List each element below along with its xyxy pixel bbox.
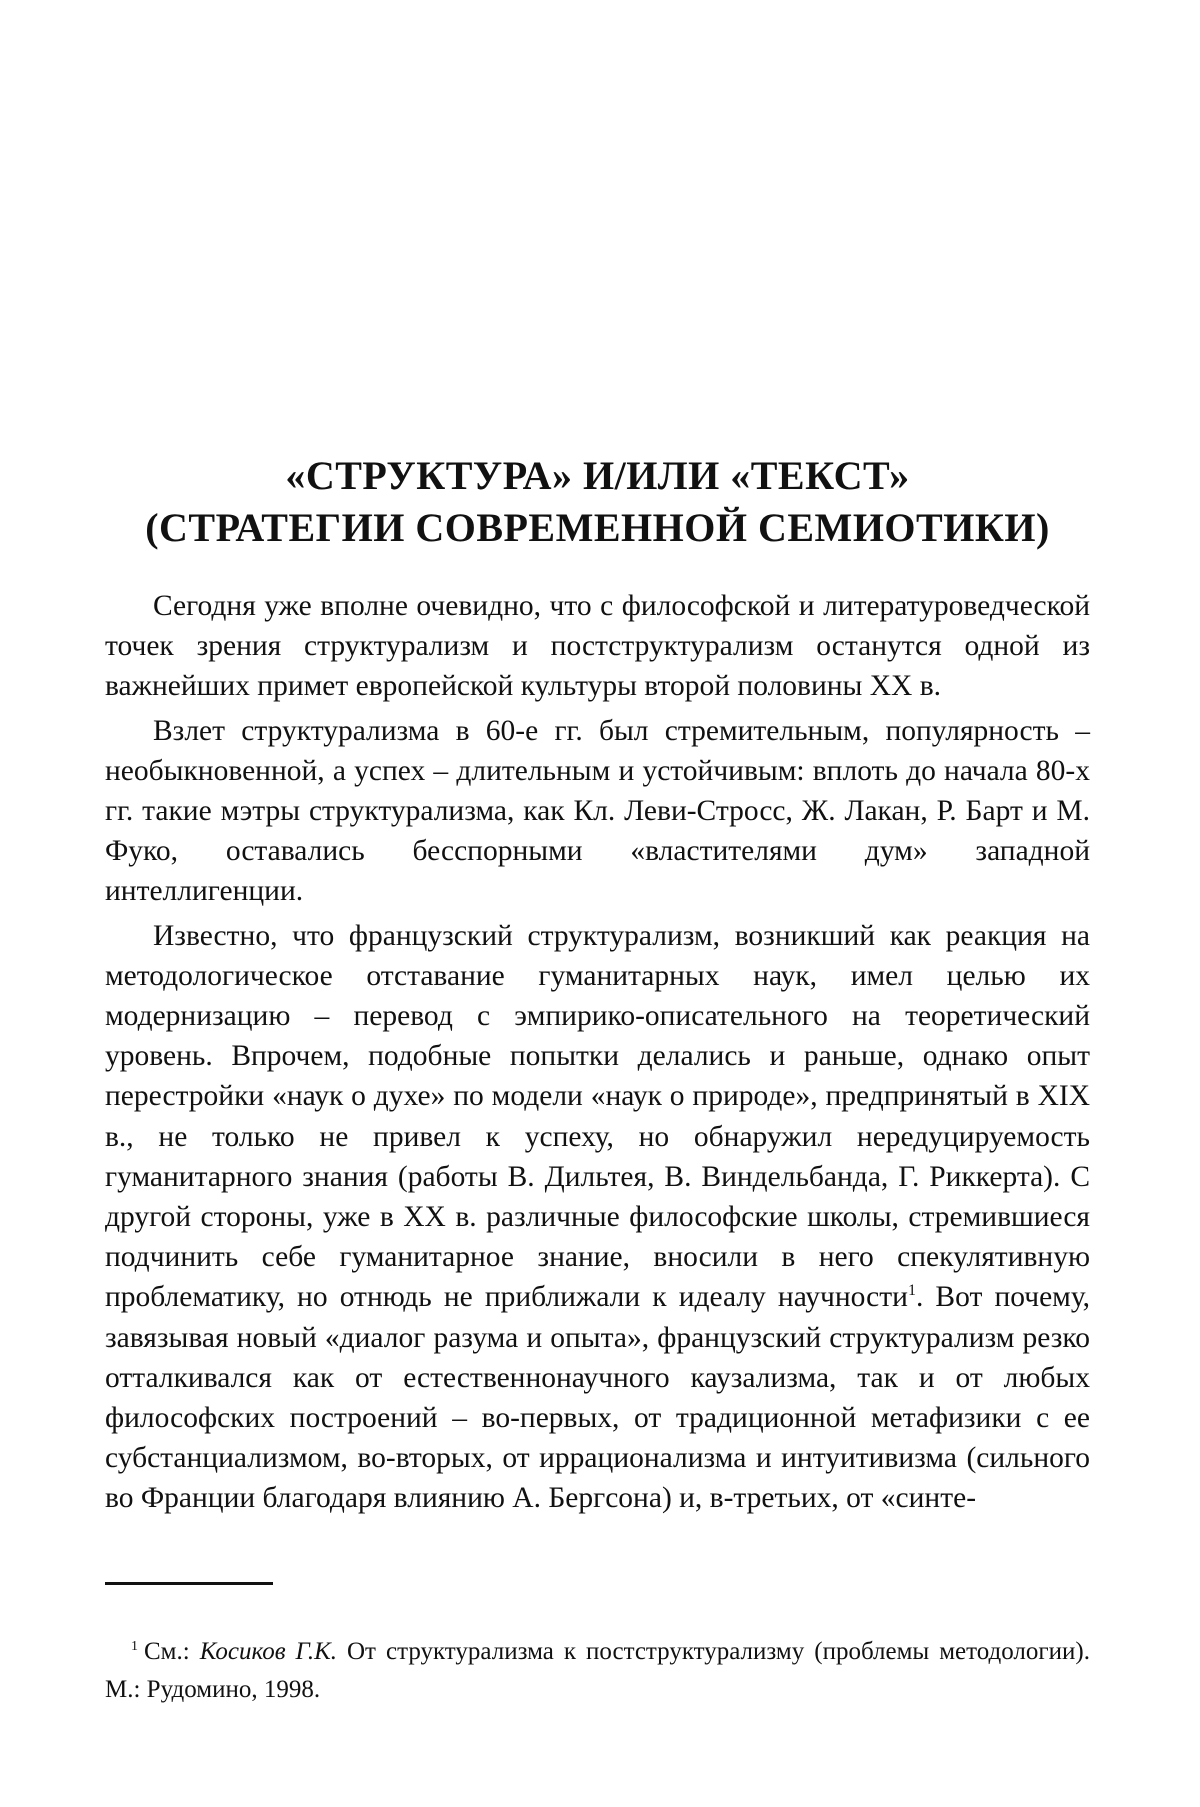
paragraph-2: Взлет структурализма в 60-е гг. был стремительным, популярность – необыкновенной, а успех – длительным и устойчивым: вплоть до начала 80-х гг. такие мэтры структурализма, как Кл. Леви-Стросс, Ж. Лакан, Р. Барт и М. Фуко, оставались бесспорными «властителями дум» западной интеллигенции. — [105, 714, 1090, 908]
footnote-divider — [105, 1582, 273, 1585]
footnote-reference: 1 — [907, 1282, 916, 1300]
footnote-text: От структурализма к постструктурализму (проблемы методологии). М.: Рудомино, 1998. — [105, 1638, 1090, 1703]
footnote — [105, 1633, 1090, 1709]
paragraph-3 — [105, 916, 1090, 1519]
paragraph-3-part-2: . Вот почему, завязывая новый «диалог разума и опыта», французский структурализм резко отталкивался как от естественнонаучного каузализма, так и от любых философских построений – во-первых, от традиционной метафизики с ее субстанциализмом, во-вторых, от иррационализма и интуитивизма (сильного во Франции благодаря влиянию А. Бергсона) и, в-третьих, от «синте- — [105, 1281, 1091, 1515]
footnote-mark: 1 — [131, 1638, 138, 1654]
chapter-title-line-1: «СТРУКТУРА» И/ИЛИ «ТЕКСТ» — [285, 453, 910, 498]
body-text — [105, 586, 1090, 1519]
chapter-title — [105, 450, 1090, 554]
paragraph-3-part-1: Известно, что французский структурализм, возникший как реакция на методологическое отставание гуманитарных наук, имел целью их модернизацию – перевод с эмпирико-описательного на теоретический уровень. Впрочем, подобные попытки делались и раньше, однако опыт перестройки «наук о духе» по модели «наук о природе», предпринятый в XIX в., не только не привел к успеху, но обнаружил нередуцируемость гуманитарного знания (работы В. Дильтея, В. Виндельбанда, Г. Риккерта). С другой стороны, уже в XX в. различные философские школы, стремившиеся подчинить себе гуманитарное знание, вносили в него спекулятивную проблематику, но отнюдь не приближали к идеалу научности — [105, 919, 1090, 1314]
footnote-prefix: См.: — [144, 1638, 200, 1665]
footnote-author: Косиков Г.К. — [199, 1638, 337, 1665]
paragraph-1: Сегодня уже вполне очевидно, что с философской и литературоведческой точек зрения структурализм и постструктурализм останутся одной из важнейших примет европейской культуры второй половины XX в. — [105, 590, 1090, 703]
chapter-title-line-2: (СТРАТЕГИИ СОВРЕМЕННОЙ СЕМИОТИКИ) — [145, 505, 1050, 550]
